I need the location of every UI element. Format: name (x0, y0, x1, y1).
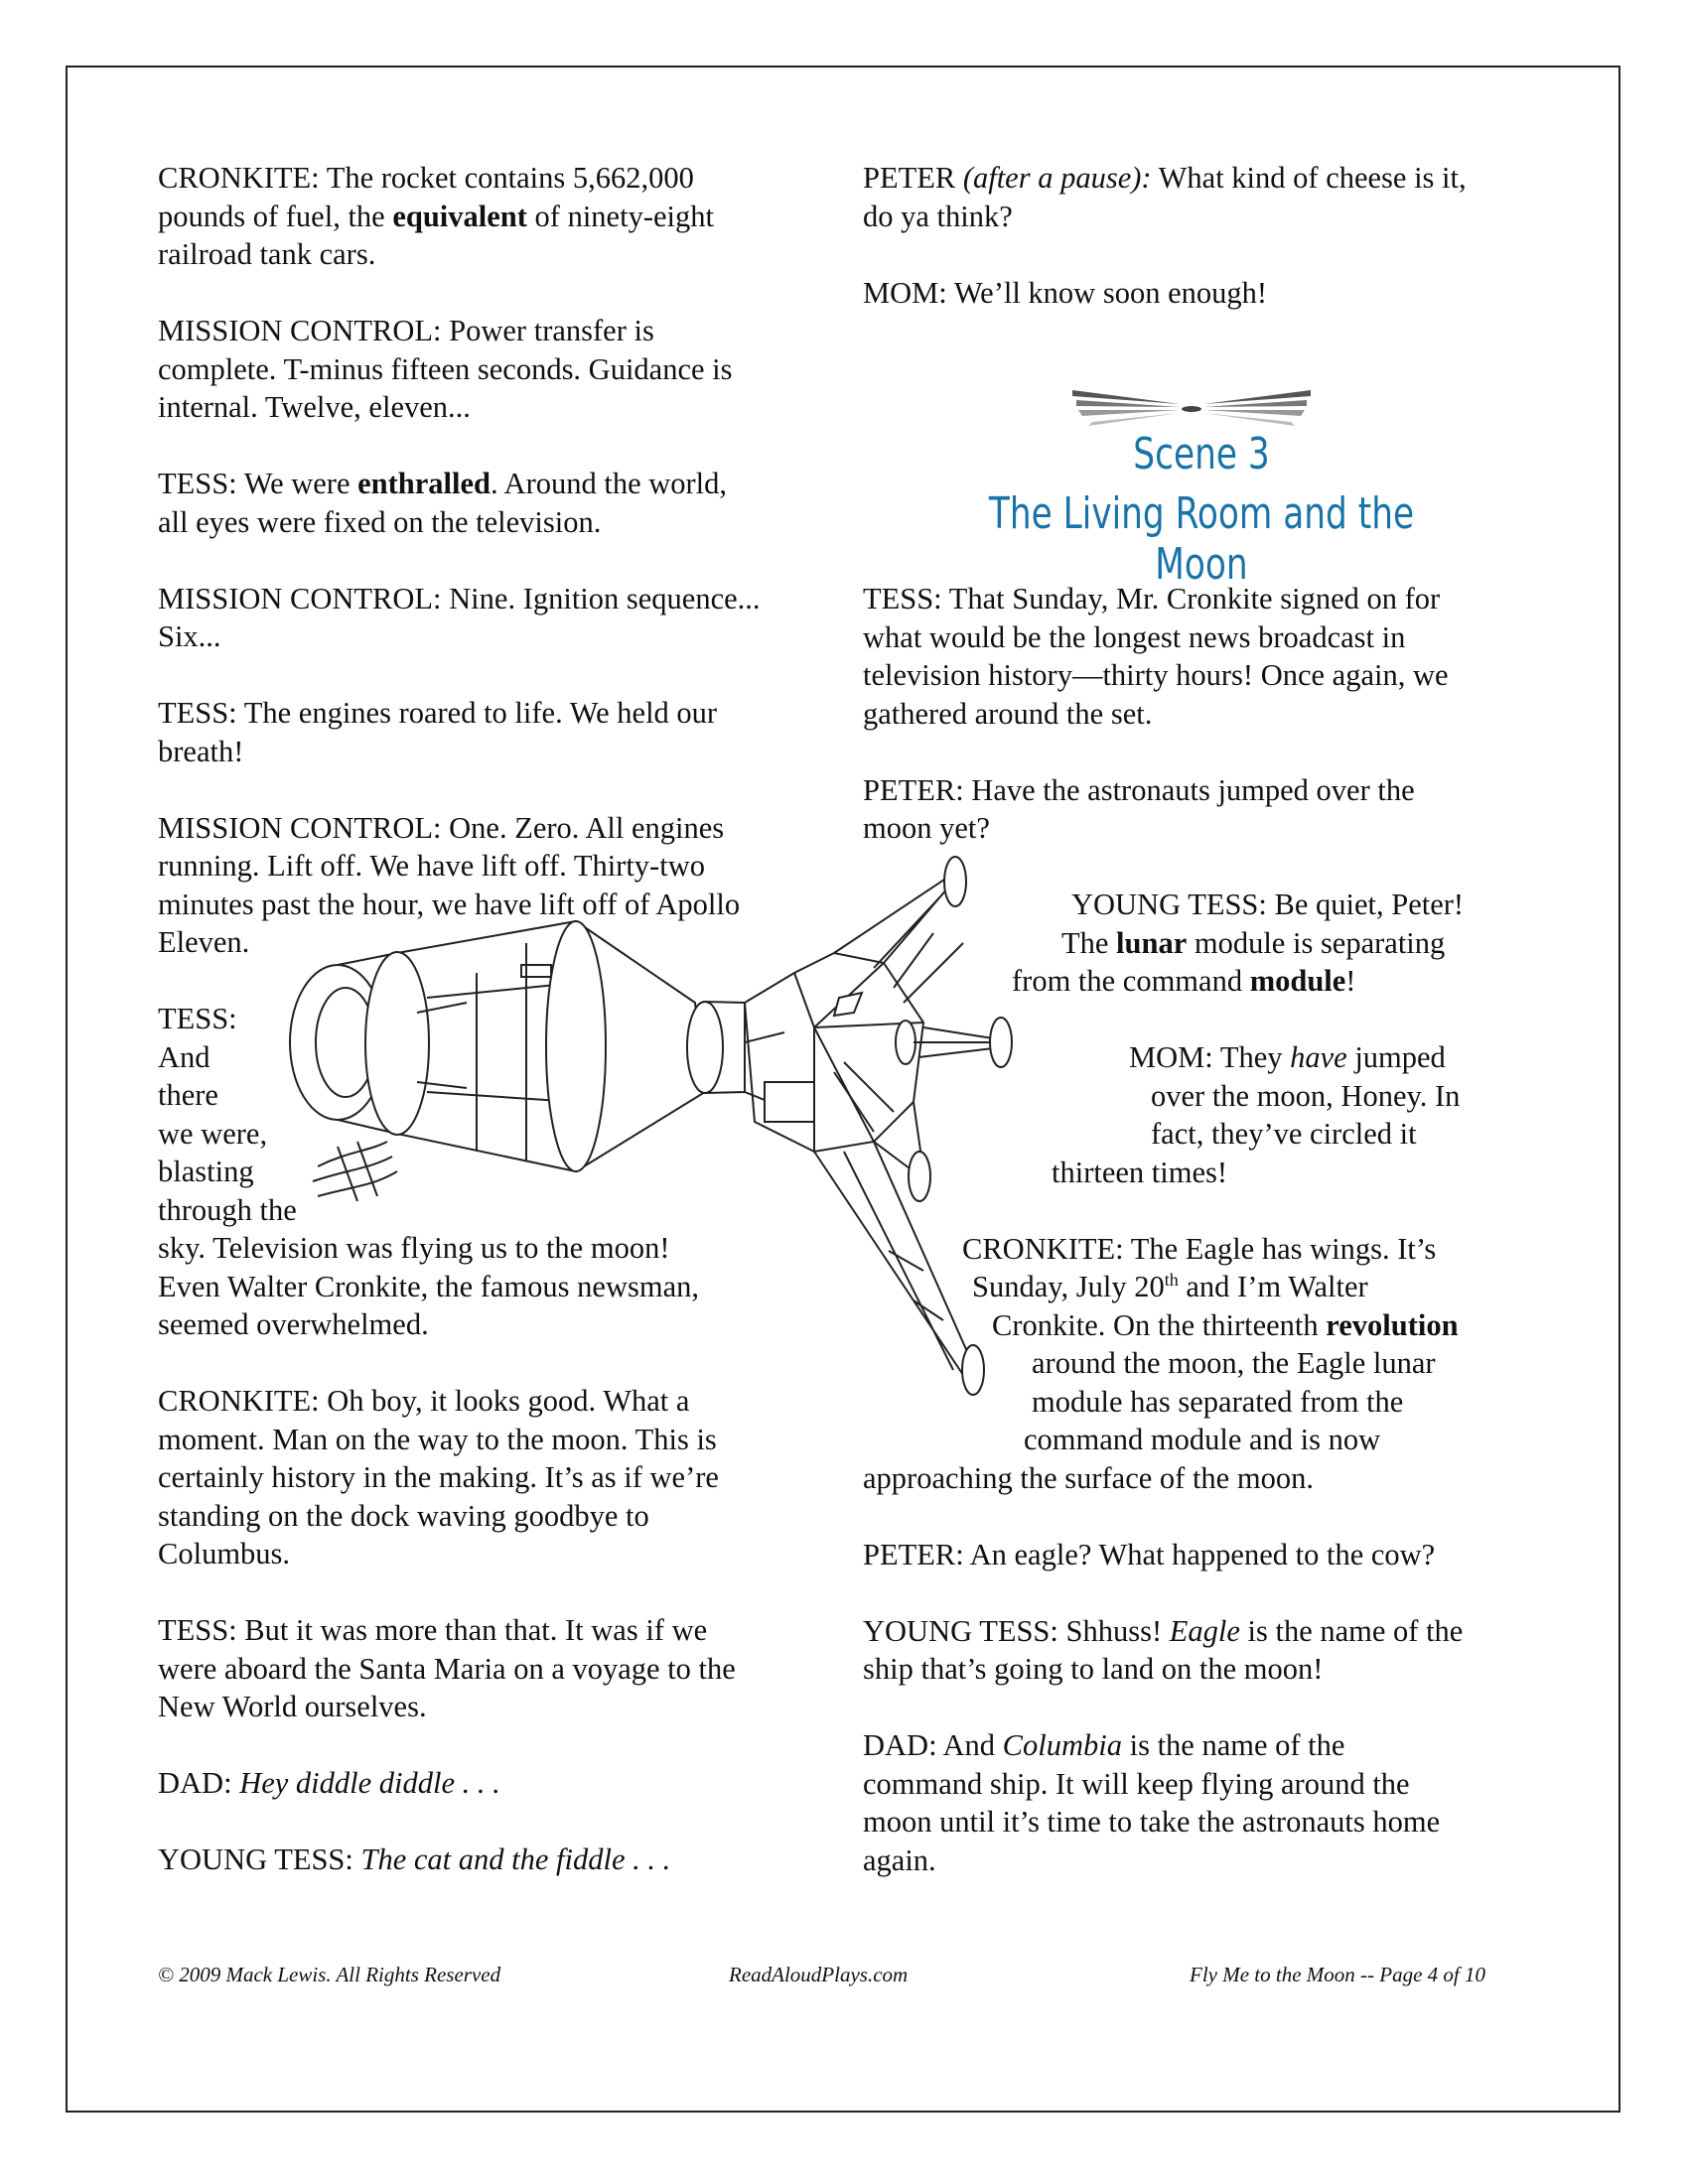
italic-text: Eagle (1169, 1613, 1240, 1648)
text-run: railroad tank cars. (158, 237, 376, 271)
scene-title: The Living Room and the Moon (988, 488, 1415, 590)
text-run: standing on the dock waving goodbye to (158, 1498, 649, 1533)
italic-text: Columbia (1002, 1728, 1122, 1762)
text-line (863, 198, 1538, 236)
text-line (863, 1842, 1538, 1880)
text-run: PETER: An eagle? What happened to the cow? (863, 1537, 1436, 1571)
text-run: MISSION CONTROL: Power transfer is (158, 314, 654, 347)
text-run: minutes past the hour, we have lift off of Apollo (158, 887, 741, 921)
text-run: TESS: That Sunday, Mr. Cronkite signed on for (863, 582, 1441, 615)
text-run: MOM: We’ll know soon enough! (863, 275, 1268, 310)
text-line (863, 1421, 1538, 1459)
italic-text: (after a pause): (962, 161, 1152, 195)
paragraph-gap (158, 770, 833, 809)
text-run: over the moon, Honey. In (1151, 1078, 1461, 1113)
text-line (863, 1650, 1538, 1689)
text-run: seemed overwhelmed. (158, 1307, 429, 1341)
text-run: CRONKITE: The rocket contains 5,662,000 (158, 161, 694, 195)
text-run: approaching the surface of the moon. (863, 1460, 1314, 1495)
text-line (158, 388, 833, 427)
text-run: YOUNG TESS: (158, 1843, 361, 1876)
text-run: module is separating (1187, 925, 1446, 960)
text-run: moon until it’s time to take the astronauts home (863, 1805, 1441, 1839)
text-run: ship that’s going to land on the moon! (863, 1652, 1324, 1686)
text-run: pounds of fuel, the (158, 199, 393, 233)
text-line (863, 1612, 1538, 1651)
thruster-exhaust (313, 1142, 397, 1201)
text-line (863, 695, 1538, 734)
text-run: What kind of cheese is it, (1151, 161, 1467, 195)
paragraph-gap (158, 1726, 833, 1765)
text-run: do ya think? (863, 199, 1013, 233)
text-run: Columbus. (158, 1537, 291, 1570)
text-line (863, 656, 1538, 695)
scene-divider-ornament (1062, 382, 1321, 432)
text-line (158, 1841, 833, 1879)
paragraph-gap (158, 656, 833, 695)
text-line (863, 274, 1538, 313)
text-run: all eyes were fixed on the television. (158, 504, 602, 539)
text-run: TESS: (158, 1002, 237, 1035)
text-line (158, 198, 833, 236)
text-run: through the (158, 1192, 297, 1227)
text-run: YOUNG TESS: Be quiet, Peter! (1071, 887, 1465, 921)
text-run: breath! (158, 734, 244, 768)
text-line (158, 1611, 833, 1650)
text-line (158, 1458, 833, 1497)
bold-vocab-word: enthralled (357, 467, 491, 500)
text-line (158, 503, 833, 542)
text-run: YOUNG TESS: Shhuss! (863, 1613, 1170, 1648)
text-run: is the name of the (1239, 1613, 1464, 1648)
text-run: command module and is now (1024, 1423, 1381, 1456)
text-run: CRONKITE: Oh boy, it looks good. What a (158, 1384, 690, 1418)
italic-text: The cat and the fiddle . . . (360, 1843, 671, 1876)
text-line (863, 1765, 1538, 1804)
text-run: and I’m Walter (1178, 1270, 1368, 1303)
text-line (863, 1803, 1538, 1842)
text-run: fact, they’ve circled it (1151, 1117, 1417, 1151)
paragraph-gap (158, 274, 833, 313)
text-line (863, 1459, 1538, 1498)
apollo-spacecraft-illustration (278, 854, 1072, 1410)
text-line (158, 580, 833, 618)
text-run: New World ourselves. (158, 1690, 427, 1723)
text-line (158, 809, 833, 848)
italic-text: Hey diddle diddle . . . (239, 1766, 500, 1800)
text-run: ! (1345, 964, 1356, 998)
scene-number: Scene 3 (1133, 429, 1270, 479)
text-run: DAD: (158, 1766, 240, 1800)
text-run: we were, (158, 1116, 268, 1151)
text-line (158, 1421, 833, 1459)
bold-vocab-word: module (1249, 964, 1346, 998)
paragraph-gap (158, 427, 833, 466)
paragraph-gap (863, 733, 1538, 771)
text-run: around the moon, the Eagle lunar (1032, 1346, 1436, 1380)
text-run: Six... (158, 619, 221, 653)
text-run: module has separated from the (1032, 1384, 1404, 1419)
text-line (158, 1497, 833, 1536)
text-line (158, 159, 833, 198)
text-run: CRONKITE: The Eagle has wings. It’s (962, 1231, 1437, 1266)
text-run: jumped (1346, 1040, 1446, 1074)
text-run: gathered around the set. (863, 696, 1153, 731)
bold-vocab-word: revolution (1326, 1307, 1459, 1342)
text-run: . Around the world, (490, 467, 728, 500)
paragraph-gap (863, 1689, 1538, 1727)
text-run: again. (863, 1843, 936, 1877)
text-line (158, 1764, 833, 1803)
text-line (863, 1726, 1538, 1765)
text-line (863, 1536, 1538, 1574)
text-run: Even Walter Cronkite, the famous newsman, (158, 1269, 699, 1303)
text-line (158, 694, 833, 733)
italic-text: have (1290, 1040, 1347, 1074)
ornament-right-wing (1203, 390, 1311, 426)
paragraph-gap (863, 1573, 1538, 1612)
text-run: were aboard the Santa Maria on a voyage to the (158, 1651, 736, 1686)
text-line (158, 350, 833, 389)
text-line (158, 312, 833, 350)
text-line (158, 617, 833, 656)
text-run: complete. T-minus fifteen seconds. Guidance is (158, 351, 733, 386)
footer-copyright: © 2009 Mack Lewis. All Rights Reserved (158, 1963, 501, 1986)
text-run: moment. Man on the way to the moon. This is (158, 1422, 717, 1456)
text-run: Eleven. (158, 925, 250, 959)
text-run: blasting (158, 1155, 254, 1188)
service-module (365, 921, 576, 1171)
text-run: MISSION CONTROL: One. Zero. All engines (158, 810, 725, 845)
text-run: there (158, 1078, 218, 1112)
text-line (863, 771, 1538, 810)
text-run: television history—thirty hours! Once again, we (863, 658, 1449, 692)
footer-page-info: Fly Me to the Moon -- Page 4 of 10 (1190, 1963, 1485, 1986)
text-line (158, 1535, 833, 1573)
text-run: DAD: And (863, 1728, 1003, 1762)
paragraph-gap (863, 235, 1538, 274)
paragraph-gap (158, 1803, 833, 1842)
command-module (546, 921, 745, 1171)
text-line (158, 1650, 833, 1689)
text-run: from the command (1012, 964, 1250, 998)
text-run: TESS: The engines roared to life. We held our (158, 696, 718, 730)
text-run: thirteen times! (1052, 1155, 1228, 1189)
text-run: moon yet? (863, 811, 990, 845)
paragraph-gap (863, 1497, 1538, 1536)
text-run: internal. Twelve, eleven... (158, 390, 471, 424)
text-run: what would be the longest news broadcast in (863, 619, 1406, 654)
text-line (863, 159, 1538, 198)
text-line (863, 580, 1538, 618)
text-run: th (1164, 1269, 1179, 1290)
text-line (158, 465, 833, 503)
text-run: MOM: They (1129, 1040, 1291, 1074)
text-run: MISSION CONTROL: Nine. Ignition sequence... (158, 581, 761, 615)
text-run: Cronkite. On the thirteenth (992, 1307, 1327, 1342)
text-run: PETER (863, 161, 963, 195)
text-run: Sunday, July 20 (972, 1270, 1165, 1303)
text-run: PETER: Have the astronauts jumped over the (863, 772, 1415, 807)
text-run: TESS: But it was more than that. It was if we (158, 1613, 708, 1647)
ornament-left-wing (1072, 390, 1180, 426)
text-run: is the name of the (1121, 1728, 1345, 1762)
text-run: running. Lift off. We have lift off. Thirty-two (158, 849, 705, 883)
text-run: sky. Television was flying us to the moon! (158, 1231, 670, 1265)
footpads (909, 857, 1012, 1395)
text-line (158, 1688, 833, 1726)
bold-vocab-word: equivalent (392, 199, 527, 233)
paragraph-gap (158, 1573, 833, 1612)
text-run: TESS: We were (158, 467, 358, 500)
text-run: The (1061, 925, 1117, 960)
right-column-top (863, 159, 1538, 312)
text-line (158, 235, 833, 274)
text-line (863, 618, 1538, 657)
paragraph-gap (158, 541, 833, 580)
text-run: command ship. It will keep flying around the (863, 1766, 1410, 1801)
text-line (158, 733, 833, 771)
text-line (863, 809, 1538, 848)
text-run: certainly history in the making. It’s as if we’re (158, 1460, 719, 1494)
text-run: of ninety-eight (526, 199, 714, 233)
footer-website: ReadAloudPlays.com (729, 1963, 909, 1986)
text-run: And (158, 1039, 211, 1074)
bold-vocab-word: lunar (1116, 925, 1188, 960)
